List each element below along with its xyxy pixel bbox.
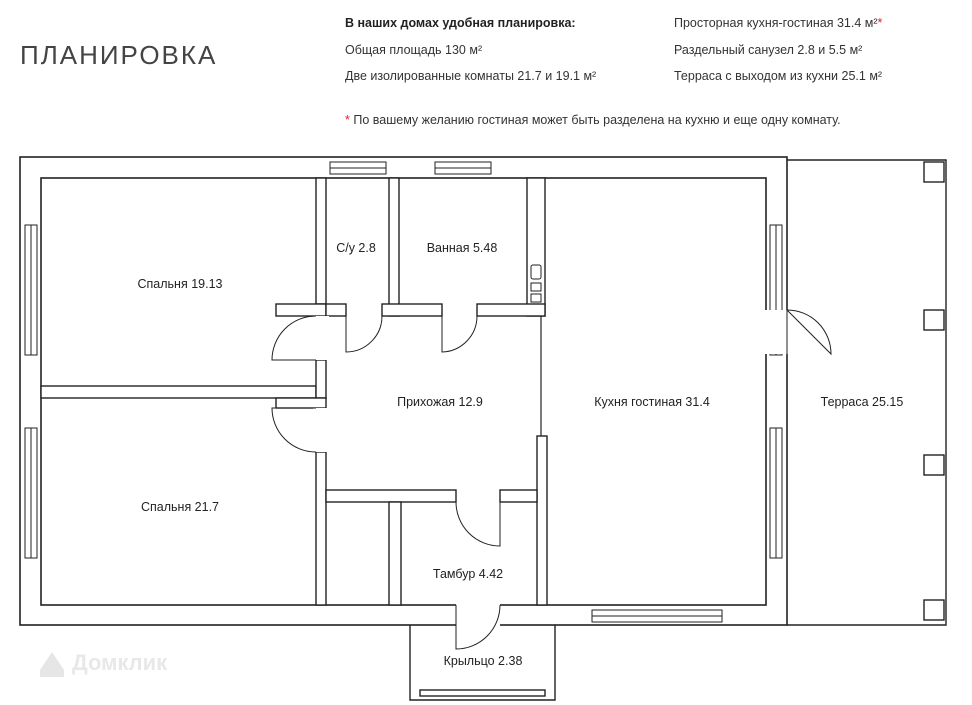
bath-fixtures — [531, 265, 541, 302]
door-entrance — [456, 602, 500, 649]
domclick-watermark — [40, 650, 168, 677]
info-kitchen-text: Просторная кухня-гостиная 31.4 м² — [674, 16, 878, 30]
door-terrace — [763, 310, 831, 354]
footnote-text: По вашему желанию гостиная может быть разделена на кухню и еще одну комнату. — [349, 113, 841, 127]
room-label-bedroom1: Спальня 19.13 — [137, 277, 223, 291]
room-label-vestibule: Тамбур 4.42 — [432, 567, 504, 581]
terrace-post — [924, 455, 944, 475]
page-title: ПЛАНИРОВКА — [20, 40, 218, 70]
sink-icon — [531, 265, 541, 279]
fixture-icon — [531, 294, 541, 302]
info-terrace: Терраса с выходом из кухни 25.1 м² — [674, 69, 883, 83]
info-total-area: Общая площадь 130 м² — [345, 43, 483, 57]
fixture-icon — [531, 283, 541, 291]
footnote-asterisk: * — [345, 113, 350, 127]
terrace-outline — [787, 160, 946, 625]
info-rooms: Две изолированные комнаты 21.7 и 19.1 м² — [345, 69, 597, 83]
asterisk-mark: * — [877, 16, 883, 30]
room-label-wc: С/у 2.8 — [336, 241, 376, 255]
room-label-bathroom: Ванная 5.48 — [426, 241, 498, 255]
room-label-bedroom2: Спальня 21.7 — [140, 500, 220, 514]
info-bathrooms: Раздельный санузел 2.8 и 5.5 м² — [674, 43, 863, 57]
terrace-post — [924, 600, 944, 620]
terrace-post — [924, 162, 944, 182]
room-label-kitchen: Кухня гостиная 31.4 — [594, 395, 710, 409]
terrace-post — [924, 310, 944, 330]
room-label-terrace: Терраса 25.15 — [820, 395, 904, 409]
room-label-hallway: Прихожая 12.9 — [397, 395, 483, 409]
room-label-porch: Крыльцо 2.38 — [443, 654, 523, 668]
domclick-watermark-text: Домклик — [72, 650, 168, 675]
layout-subtitle: В наших домах удобная планировка: — [345, 16, 576, 30]
